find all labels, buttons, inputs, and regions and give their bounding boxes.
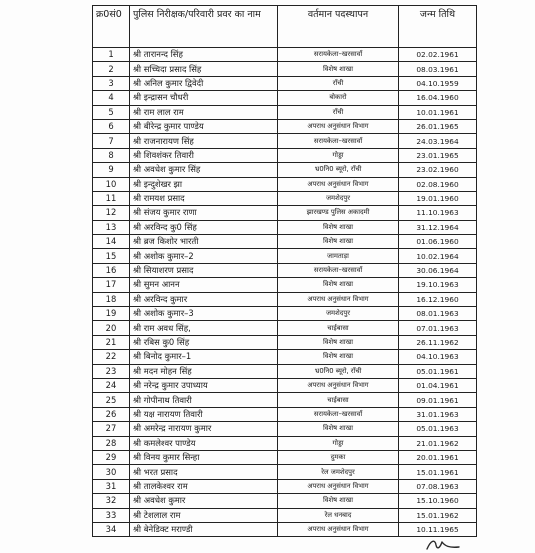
cell-officer-name: श्री यक्ष नारायण तिवारी xyxy=(130,407,278,421)
cell-current-posting: राँची xyxy=(278,105,399,119)
cell-date-of-birth: 19.01.1960 xyxy=(399,191,477,205)
cell-date-of-birth: 23.01.1965 xyxy=(399,148,477,162)
cell-serial-number: 24 xyxy=(93,378,130,392)
cell-date-of-birth: 02.02.1961 xyxy=(399,48,477,62)
table-row xyxy=(93,105,477,119)
cell-officer-name: श्री इन्दुशेखर झा xyxy=(130,177,278,191)
signature-mark xyxy=(423,536,463,552)
table-row xyxy=(93,350,477,364)
table-row xyxy=(93,364,477,378)
cell-current-posting: सरायकेला–खरसावाँ xyxy=(278,263,399,277)
table-row xyxy=(93,479,477,493)
table-row xyxy=(93,494,477,508)
cell-serial-number: 21 xyxy=(93,335,130,349)
cell-date-of-birth: 05.01.1961 xyxy=(399,364,477,378)
cell-current-posting: विशेष शाखा xyxy=(278,235,399,249)
table-row xyxy=(93,407,477,421)
cell-current-posting: जमशेदपुर xyxy=(278,307,399,321)
cell-current-posting: भ्र0नि0 ब्यूरो, राँची xyxy=(278,364,399,378)
cell-serial-number: 22 xyxy=(93,350,130,364)
cell-officer-name: श्री विनय कुमार सिन्हा xyxy=(130,450,278,464)
table-row xyxy=(93,148,477,162)
cell-officer-name: श्री टेशलाल राम xyxy=(130,508,278,522)
table-row xyxy=(93,278,477,292)
cell-serial-number: 26 xyxy=(93,407,130,421)
cell-officer-name: श्री बिनोद कुमार–1 xyxy=(130,350,278,364)
header-row xyxy=(93,6,477,48)
cell-date-of-birth: 01.06.1960 xyxy=(399,235,477,249)
cell-current-posting: अपराध अनुसंधान विभाग xyxy=(278,522,399,536)
cell-officer-name: श्री सियाशरण प्रसाद xyxy=(130,263,278,277)
table-row xyxy=(93,91,477,105)
cell-date-of-birth: 08.01.1963 xyxy=(399,307,477,321)
table-row xyxy=(93,119,477,133)
cell-current-posting: विशेष शाखा xyxy=(278,62,399,76)
cell-officer-name: श्री बेनेडिक्ट मराण्डी xyxy=(130,522,278,536)
cell-current-posting: रेल जमशेदपुर xyxy=(278,465,399,479)
cell-serial-number: 1 xyxy=(93,48,130,62)
cell-serial-number: 13 xyxy=(93,220,130,234)
cell-serial-number: 25 xyxy=(93,393,130,407)
cell-serial-number: 31 xyxy=(93,479,130,493)
cell-serial-number: 2 xyxy=(93,62,130,76)
cell-current-posting: विशेष शाखा xyxy=(278,494,399,508)
table-row xyxy=(93,436,477,450)
cell-officer-name: श्री राजनारायण सिंह xyxy=(130,134,278,148)
cell-serial-number: 18 xyxy=(93,292,130,306)
cell-serial-number: 11 xyxy=(93,191,130,205)
cell-serial-number: 17 xyxy=(93,278,130,292)
cell-current-posting: अपराध अनुसंधान विभाग xyxy=(278,177,399,191)
table-row xyxy=(93,378,477,392)
cell-date-of-birth: 24.03.1964 xyxy=(399,134,477,148)
cell-date-of-birth: 19.10.1963 xyxy=(399,278,477,292)
cell-officer-name: श्री कमलेश्वर पाण्डेय xyxy=(130,436,278,450)
cell-serial-number: 7 xyxy=(93,134,130,148)
table-row xyxy=(93,235,477,249)
cell-officer-name: श्री अवधेश कुमार सिंह xyxy=(130,163,278,177)
cell-date-of-birth: 11.10.1963 xyxy=(399,206,477,220)
cell-current-posting: विशेष शाखा xyxy=(278,335,399,349)
cell-current-posting: अपराध अनुसंधान विभाग xyxy=(278,479,399,493)
cell-serial-number: 27 xyxy=(93,422,130,436)
table-row xyxy=(93,220,477,234)
table-row xyxy=(93,163,477,177)
cell-current-posting: सरायकेला–खरसावाँ xyxy=(278,134,399,148)
header-date-of-birth: जन्म तिथि xyxy=(399,6,477,48)
table-row xyxy=(93,335,477,349)
cell-current-posting: बोकारो xyxy=(278,91,399,105)
cell-date-of-birth: 10.02.1964 xyxy=(399,249,477,263)
cell-officer-name: श्री ब्रज किशोर भारती xyxy=(130,235,278,249)
cell-officer-name: श्री रबिस कु0 सिंह xyxy=(130,335,278,349)
table-row xyxy=(93,307,477,321)
cell-serial-number: 5 xyxy=(93,105,130,119)
cell-current-posting: अपराध अनुसंधान विभाग xyxy=(278,292,399,306)
roster-body xyxy=(93,48,477,537)
cell-date-of-birth: 15.01.1961 xyxy=(399,465,477,479)
cell-serial-number: 4 xyxy=(93,91,130,105)
header-serial-number: क्र0सं0 xyxy=(93,6,130,48)
cell-current-posting: चाईबासा xyxy=(278,321,399,335)
cell-officer-name: श्री अशोक कुमार–2 xyxy=(130,249,278,263)
cell-current-posting: भ्र0नि0 ब्यूरो, राँची xyxy=(278,163,399,177)
header-officer-name: पुलिस निरीक्षक/परिवारी प्रवर का नाम xyxy=(130,6,278,48)
cell-serial-number: 3 xyxy=(93,76,130,90)
cell-officer-name: श्री अनिल कुमार द्विवेदी xyxy=(130,76,278,90)
cell-current-posting: सरायकेला–खरसावाँ xyxy=(278,407,399,421)
cell-date-of-birth: 31.12.1964 xyxy=(399,220,477,234)
cell-officer-name: श्री मदन मोहन सिंह xyxy=(130,364,278,378)
cell-officer-name: श्री राम अवध सिंह, xyxy=(130,321,278,335)
cell-serial-number: 30 xyxy=(93,465,130,479)
cell-officer-name: श्री बीरेन्द्र कुमार पाण्डेय xyxy=(130,119,278,133)
cell-serial-number: 32 xyxy=(93,494,130,508)
cell-date-of-birth: 02.08.1960 xyxy=(399,177,477,191)
cell-current-posting: गोड्डा xyxy=(278,436,399,450)
cell-serial-number: 6 xyxy=(93,119,130,133)
cell-date-of-birth: 04.10.1959 xyxy=(399,76,477,90)
cell-serial-number: 8 xyxy=(93,148,130,162)
table-row xyxy=(93,508,477,522)
table-row xyxy=(93,465,477,479)
cell-serial-number: 15 xyxy=(93,249,130,263)
cell-officer-name: श्री नरेन्द्र कुमार उपाध्याय xyxy=(130,378,278,392)
table-row xyxy=(93,76,477,90)
cell-date-of-birth: 15.01.1962 xyxy=(399,508,477,522)
table-row xyxy=(93,177,477,191)
cell-current-posting: राँची xyxy=(278,76,399,90)
cell-serial-number: 16 xyxy=(93,263,130,277)
cell-date-of-birth: 04.10.1963 xyxy=(399,350,477,364)
table-row xyxy=(93,422,477,436)
cell-current-posting: चाईबासा xyxy=(278,393,399,407)
cell-officer-name: श्री सच्चिदा प्रसाद सिंह xyxy=(130,62,278,76)
cell-current-posting: जमशेदपुर xyxy=(278,191,399,205)
cell-current-posting: दुमका xyxy=(278,450,399,464)
cell-officer-name: श्री तारानन्द सिंह xyxy=(130,48,278,62)
officer-roster-table xyxy=(92,5,477,537)
table-row xyxy=(93,393,477,407)
cell-officer-name: श्री गोपीनाथ तिवारी xyxy=(130,393,278,407)
cell-date-of-birth: 21.01.1962 xyxy=(399,436,477,450)
cell-date-of-birth: 20.01.1961 xyxy=(399,450,477,464)
cell-serial-number: 10 xyxy=(93,177,130,191)
cell-officer-name: श्री अरविन्द कु0 सिंह xyxy=(130,220,278,234)
table-row xyxy=(93,450,477,464)
table-row xyxy=(93,206,477,220)
cell-date-of-birth: 16.12.1960 xyxy=(399,292,477,306)
cell-officer-name: श्री संजय कुमार राणा xyxy=(130,206,278,220)
cell-serial-number: 9 xyxy=(93,163,130,177)
cell-current-posting: विशेष शाखा xyxy=(278,350,399,364)
cell-date-of-birth: 09.01.1961 xyxy=(399,393,477,407)
cell-date-of-birth: 16.04.1960 xyxy=(399,91,477,105)
cell-officer-name: श्री इन्द्रासन चौधरी xyxy=(130,91,278,105)
cell-serial-number: 29 xyxy=(93,450,130,464)
cell-current-posting: रेल धनबाद xyxy=(278,508,399,522)
table-row xyxy=(93,62,477,76)
cell-current-posting: अपराध अनुसंधान विभाग xyxy=(278,119,399,133)
cell-officer-name: श्री रामयश प्रसाद xyxy=(130,191,278,205)
cell-date-of-birth: 26.01.1965 xyxy=(399,119,477,133)
cell-officer-name: श्री राम लाल राम xyxy=(130,105,278,119)
cell-serial-number: 34 xyxy=(93,522,130,536)
cell-officer-name: श्री शिवशंकर तिवारी xyxy=(130,148,278,162)
cell-officer-name: श्री अवधेश कुमार xyxy=(130,494,278,508)
cell-current-posting: जामताड़ा xyxy=(278,249,399,263)
cell-serial-number: 20 xyxy=(93,321,130,335)
cell-date-of-birth: 07.08.1963 xyxy=(399,479,477,493)
cell-officer-name: श्री भरत प्रसाद xyxy=(130,465,278,479)
table-row xyxy=(93,191,477,205)
cell-officer-name: श्री अमरेन्द्र नारायण कुमार xyxy=(130,422,278,436)
cell-date-of-birth: 30.06.1964 xyxy=(399,263,477,277)
cell-date-of-birth: 07.01.1963 xyxy=(399,321,477,335)
table-row xyxy=(93,48,477,62)
cell-current-posting: विशेष शाखा xyxy=(278,422,399,436)
cell-current-posting: गोड्डा xyxy=(278,148,399,162)
table-row xyxy=(93,263,477,277)
header-current-posting: वर्तमान पदस्थापन xyxy=(278,6,399,48)
cell-serial-number: 12 xyxy=(93,206,130,220)
cell-date-of-birth: 31.01.1963 xyxy=(399,407,477,421)
cell-date-of-birth: 05.01.1963 xyxy=(399,422,477,436)
cell-officer-name: श्री अरविन्द कुमार xyxy=(130,292,278,306)
table-row xyxy=(93,522,477,536)
cell-current-posting: सरायकेला–खरसावाँ xyxy=(278,48,399,62)
table-row xyxy=(93,292,477,306)
cell-current-posting: अपराध अनुसंधान विभाग xyxy=(278,378,399,392)
cell-serial-number: 14 xyxy=(93,235,130,249)
cell-serial-number: 19 xyxy=(93,307,130,321)
cell-serial-number: 23 xyxy=(93,364,130,378)
cell-officer-name: श्री तालकेश्वर राम xyxy=(130,479,278,493)
cell-date-of-birth: 08.03.1961 xyxy=(399,62,477,76)
cell-date-of-birth: 01.04.1961 xyxy=(399,378,477,392)
table-row xyxy=(93,321,477,335)
table-row xyxy=(93,249,477,263)
cell-date-of-birth: 26.11.1962 xyxy=(399,335,477,349)
cell-serial-number: 33 xyxy=(93,508,130,522)
cell-date-of-birth: 10.11.1965 xyxy=(399,522,477,536)
cell-officer-name: श्री अशोक कुमार–3 xyxy=(130,307,278,321)
cell-serial-number: 28 xyxy=(93,436,130,450)
cell-current-posting: विशेष शाखा xyxy=(278,220,399,234)
cell-date-of-birth: 15.10.1960 xyxy=(399,494,477,508)
cell-current-posting: झारखण्ड पुलिस अकादमी xyxy=(278,206,399,220)
cell-date-of-birth: 23.02.1960 xyxy=(399,163,477,177)
cell-date-of-birth: 10.01.1961 xyxy=(399,105,477,119)
cell-officer-name: श्री सुमन आनन xyxy=(130,278,278,292)
table-row xyxy=(93,134,477,148)
cell-current-posting: विशेष शाखा xyxy=(278,278,399,292)
